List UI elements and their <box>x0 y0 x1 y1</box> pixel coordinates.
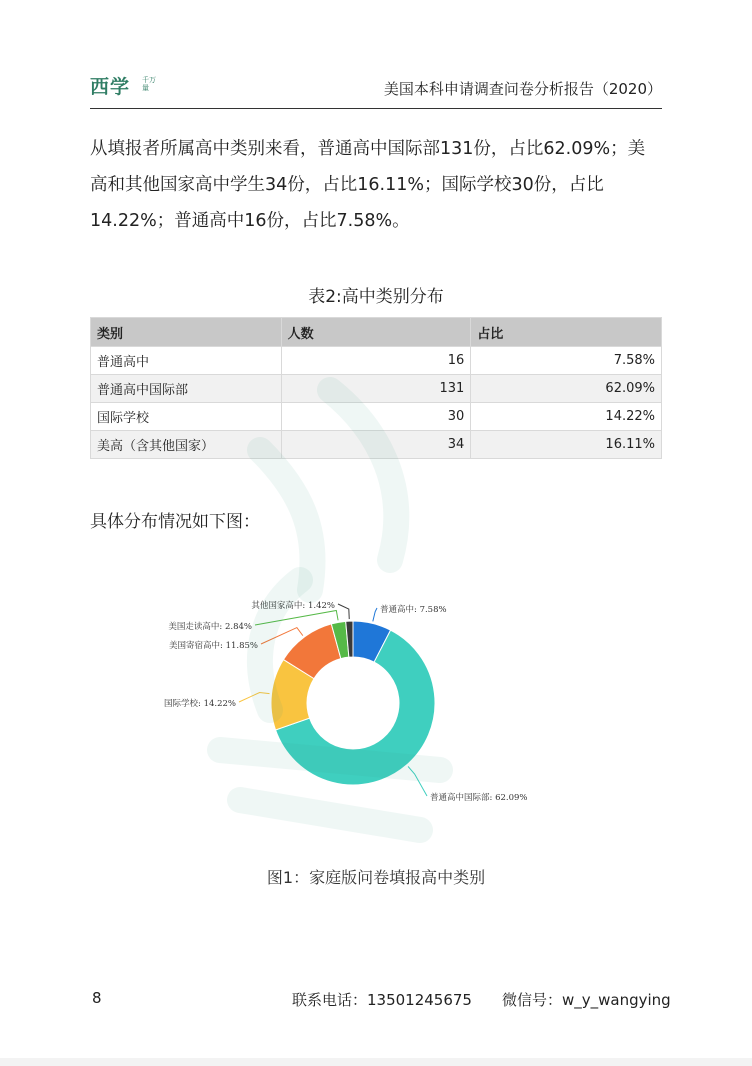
brand-logo-sub: 千万量 <box>142 76 156 92</box>
slice-label-1: 普通高中国际部: 62.09% <box>430 793 528 803</box>
leader-line-5 <box>338 604 349 619</box>
cell-count: 131 <box>281 375 471 403</box>
cell-count: 34 <box>281 431 471 459</box>
table-row <box>91 347 662 375</box>
contact-wechat: 微信号：w_y_wangying <box>502 991 671 1009</box>
distribution-table <box>90 317 662 459</box>
table-row <box>91 375 662 403</box>
table-header-row <box>91 318 662 347</box>
cell-category: 普通高中 <box>91 347 282 375</box>
leader-line-3 <box>261 628 303 644</box>
leader-line-1 <box>408 766 427 796</box>
slice-label-5: 其他国家高中: 1.42% <box>251 601 335 611</box>
chart-intro-text: 具体分布情况如下图： <box>90 512 260 532</box>
brand-logo: 西学 <box>90 76 131 98</box>
cell-percent: 16.11% <box>471 431 662 459</box>
donut-chart <box>140 590 600 820</box>
contact-phone: 联系电话：13501245675 <box>292 991 472 1009</box>
leader-line-0 <box>373 608 377 621</box>
page-number: 8 <box>92 989 102 1007</box>
cell-percent: 7.58% <box>471 347 662 375</box>
leader-line-4 <box>255 610 338 625</box>
cell-category: 普通高中国际部 <box>91 375 282 403</box>
cell-category: 国际学校 <box>91 403 282 431</box>
slice-label-3: 美国寄宿高中: 11.85% <box>169 641 258 651</box>
table-title: 表2:高中类别分布 <box>308 287 444 307</box>
cell-percent: 14.22% <box>471 403 662 431</box>
column-header-category: 类别 <box>91 318 282 347</box>
slice-label-0: 普通高中: 7.58% <box>380 605 447 615</box>
report-title: 美国本科申请调查问卷分析报告（2020） <box>383 80 662 98</box>
table-row <box>91 403 662 431</box>
figure-caption: 图1：家庭版问卷填报高中类别 <box>266 868 486 887</box>
intro-line: 高和其他国家高中学生34份，占比16.11%；国际学校30份，占比 <box>90 175 604 195</box>
slice-label-4: 美国走读高中: 2.84% <box>168 622 252 632</box>
leader-line-2 <box>239 693 270 702</box>
cell-percent: 62.09% <box>471 375 662 403</box>
cell-count: 30 <box>281 403 471 431</box>
page-header <box>90 70 662 109</box>
cell-count: 16 <box>281 347 471 375</box>
intro-line: 14.22%；普通高中16份，占比7.58%。 <box>90 211 410 231</box>
column-header-percent: 占比 <box>471 318 662 347</box>
cell-category: 美高（含其他国家） <box>91 431 282 459</box>
intro-paragraph <box>90 131 670 239</box>
column-header-count: 人数 <box>281 318 471 347</box>
intro-line: 从填报者所属高中类别来看，普通高中国际部131份，占比62.09%；美 <box>90 139 646 159</box>
slice-label-2: 国际学校: 14.22% <box>164 699 236 709</box>
table-row <box>91 431 662 459</box>
